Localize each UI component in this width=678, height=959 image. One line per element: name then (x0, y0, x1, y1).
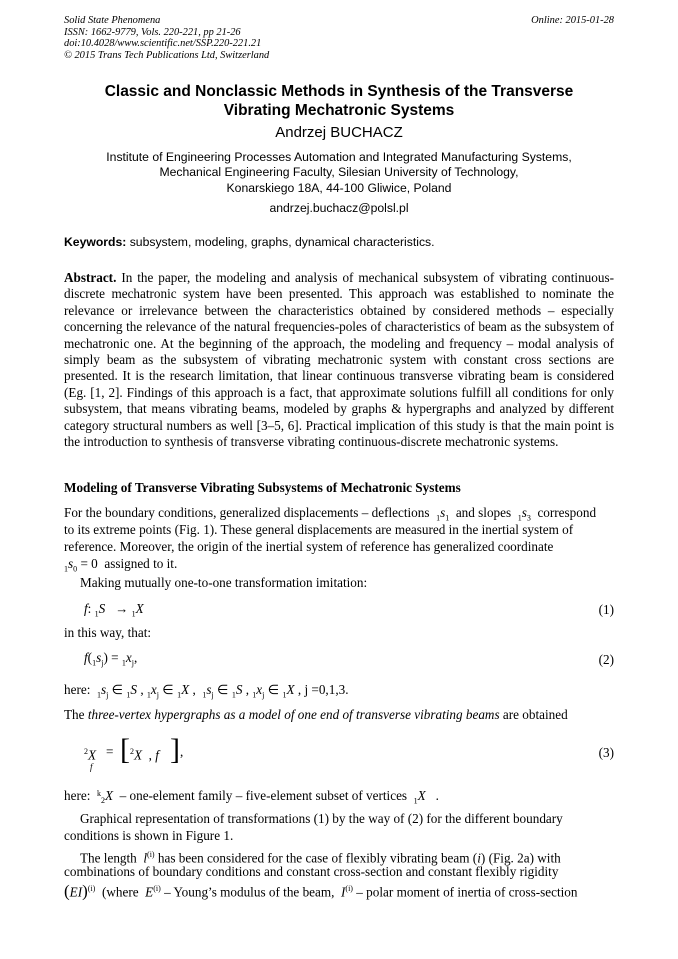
body-line: combinations of boundary conditions and constant cross-section and constant flexibly rigidity (64, 864, 559, 879)
affiliation (0, 150, 678, 196)
body-line: here: $_1s_j$ ∈ $_1$S , $_1x_j$ ∈ $_1$X , $_1s_j$ ∈ $_1$S , $_1x_j$ ∈ $_1$X , j =0,1,3. (64, 682, 349, 700)
abstract (64, 270, 614, 450)
author: Andrzej BUCHACZ (275, 124, 403, 141)
body-line: Graphical representation of transformations (1) by the way of (2) for the different boundary (80, 811, 563, 826)
journal-name: Solid State Phenomena (64, 15, 161, 26)
title-line-2: Vibrating Mechatronic Systems (223, 102, 455, 119)
equation-2: $f(_1s_j) = _1x_j$, (84, 650, 138, 668)
body-line: Making mutually one-to-one transformation imitation: (80, 575, 368, 590)
equation-1: f: $_1$S → $_1$X (84, 601, 144, 619)
online-date: Online: 2015-01-28 (531, 15, 614, 26)
body-line: (EI)$^{(i)}$ (where $E^{(i)}$ – Young’s modulus of the beam, $I^{(i)}$ – polar moment of inertia of cross-section (64, 881, 578, 901)
abstract-label: Abstract. (64, 270, 117, 285)
body-line: reference. Moreover, the origin of the inertial system of reference has generalized coordinate (64, 539, 554, 554)
body-line: here: $^k_2$X – one-element family – five-element subset of vertices $_1$X . (64, 788, 439, 806)
keywords-label: Keywords: (64, 235, 127, 249)
issn: ISSN: 1662-9779, Vols. 220-221, pp 21-26 (64, 26, 241, 38)
equation-number: (3) (598, 745, 614, 760)
equation-3: $^2$X f = [ $^2$X , f ] , (84, 733, 184, 772)
keywords (64, 235, 435, 249)
body-line: $_1s_0 = 0$ assigned to it. (64, 556, 178, 574)
title-line-1: Classic and Nonclassic Methods in Synthesis of the Transverse (104, 83, 574, 100)
journal-header (64, 15, 269, 61)
body-line: The three-vertex hypergraphs as a model of one end of transverse vibrating beams are obtained (64, 707, 568, 722)
body-line: For the boundary conditions, generalized displacements – deflections $_1s_1$ and slopes $_1s_3$ correspond (64, 505, 597, 523)
affiliation-line-1: Institute of Engineering Processes Automation and Integrated Manufacturing Systems, (106, 150, 572, 164)
section-title: Modeling of Transverse Vibrating Subsystems of Mechatronic Systems (64, 480, 461, 495)
body-line: conditions is shown in Figure 1. (64, 828, 234, 843)
affiliation-line-3: Konarskiego 18A, 44-100 Gliwice, Poland (226, 180, 452, 195)
body-line: in this way, that: (64, 625, 152, 640)
body-line: The length $l^{(i)}$ has been considered for the case of flexibly vibrating beam (i) (Fig. 2a) with (80, 850, 561, 866)
paper-title (0, 82, 678, 120)
author-email[interactable]: andrzej.buchacz@polsl.pl (269, 201, 409, 215)
doi: doi:10.4028/www.scientific.net/SSP.220-221.21 (64, 38, 262, 50)
body-line: to its extreme points (Fig. 1). These general displacements are measured in the inertial system of (64, 522, 574, 537)
copyright: © 2015 Trans Tech Publications Ltd, Switzerland (64, 49, 270, 61)
equation-number: (1) (598, 602, 614, 617)
keywords-text: subsystem, modeling, graphs, dynamical characteristics. (129, 235, 435, 249)
equation-number: (2) (598, 652, 614, 667)
affiliation-line-2: Mechanical Engineering Faculty, Silesian University of Technology, (159, 165, 519, 180)
abstract-text: In the paper, the modeling and analysis of mechanical subsystem of vibrating continuous-discrete mechatronic system have been presented. This approach was established to nominate the relevance or irrelevance between the characteristics obtained by considered methods – especially concerning the relevance of the natural frequencies-poles of characteristics of beam as the subsystem of mechatronic one. At the beginning of the approach, the modeling and frequency – modal analysis of simply beam as the subsystem of vibrating mechatronic system with constant cross sections are presented. It is the research limitation, that linear continuous transverse vibrating beam is considered (Eg. [1, 2]. Findings of this approach is a fact, that approximate solutions fulfill all conditions for only subsystem, that means vibrating beams, modeled by graphs & hypergraphs and analyzed by different category structural numbers as well [3–5, 6]. Practical implication of this study is that the main point is the introduction to synthesis of transverse vibrating continuous-discrete mechatronic systems. (64, 270, 614, 450)
